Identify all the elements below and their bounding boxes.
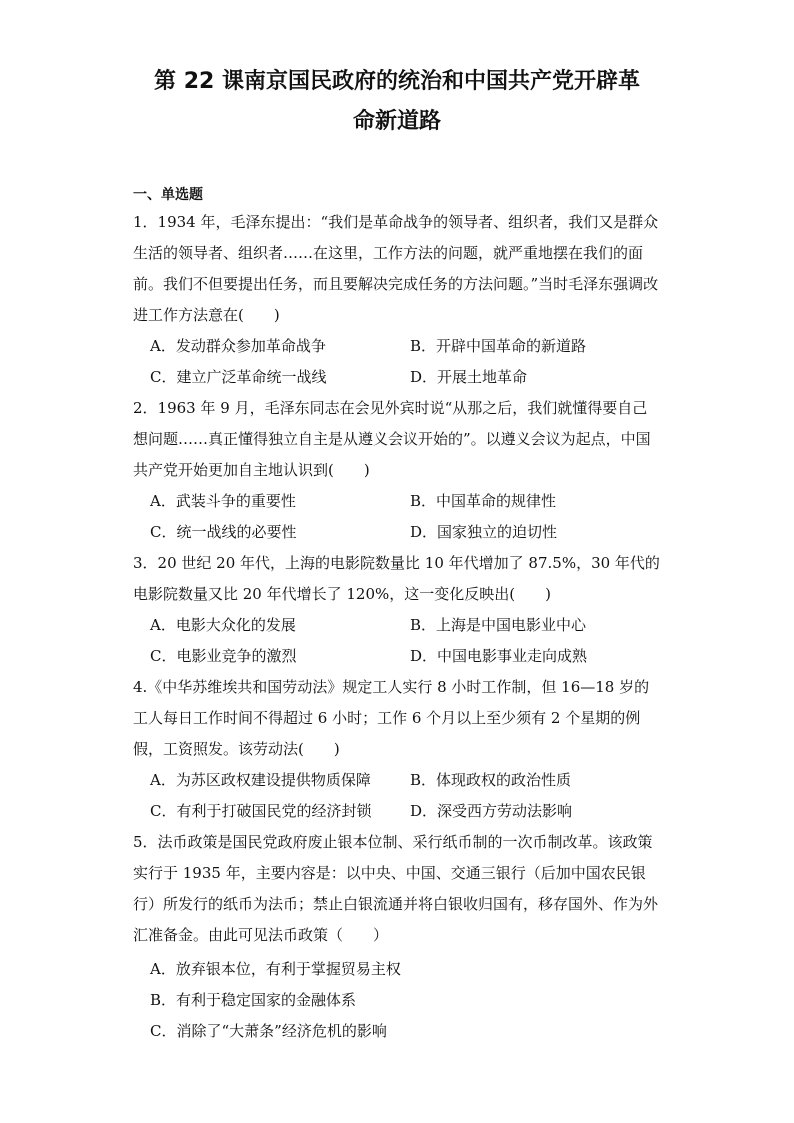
question-4-stem: 4.《中华苏维埃共和国劳动法》规定工人实行 8 小时工作制，但 16—18 岁的工人每日工作时间不得超过 6 小时；工作 6 个月以上至少须有 2 个星期的例假，工资照发。该劳动法( ) bbox=[133, 678, 650, 758]
question-4-option-d: D．深受西方劳动法影响 bbox=[410, 802, 573, 820]
question-5-option-b: B．有利于稳定国家的金融体系 bbox=[150, 991, 357, 1009]
question-2-option-b: B．中国革命的规律性 bbox=[410, 492, 557, 510]
question-1-option-d: D．开展土地革命 bbox=[410, 368, 528, 386]
question-2-option-d: D．国家独立的迫切性 bbox=[410, 523, 558, 541]
question-5-stem: 5．法币政策是国民党政府废止银本位制、采行纸币制的一次币制改革。该政策实行于 1935 年，主要内容是：以中央、中国、交通三银行（后加中国农民银行）所发行的纸币为法币；禁止白银流通并将白银收归国有，移存国外、作为外汇准备金。由此可见法币政策（ ） bbox=[133, 833, 659, 944]
title-line-2: 命新道路 bbox=[352, 109, 441, 134]
question-3-option-a: A．电影大众化的发展 bbox=[150, 616, 296, 634]
title-line-1: 第 22 课南京国民政府的统治和中国共产党开辟革 bbox=[154, 69, 640, 94]
question-4-option-a: A．为苏区政权建设提供物质保障 bbox=[150, 771, 371, 789]
question-5-option-a: A．放弃银本位，有利于掌握贸易主权 bbox=[150, 960, 401, 978]
question-3-option-c: C．电影业竞争的激烈 bbox=[150, 647, 297, 665]
question-4-option-b: B．体现政权的政治性质 bbox=[410, 771, 572, 789]
question-1-option-a: A．发动群众参加革命战争 bbox=[150, 337, 326, 355]
question-2-stem: 2．1963 年 9 月，毛泽东同志在会见外宾时说“从那之后，我们就懂得要自己想问题……真正懂得独立自主是从遵义会议开始的”。以遵义会议为起点，中国共产党开始更加自主地认识到( ) bbox=[133, 399, 651, 479]
question-2-option-a: A．武装斗争的重要性 bbox=[150, 492, 296, 510]
question-1-option-b: B．开辟中国革命的新道路 bbox=[410, 337, 587, 355]
question-3-option-d: D．中国电影事业走向成熟 bbox=[410, 647, 588, 665]
question-2-option-c: C．统一战线的必要性 bbox=[150, 523, 297, 541]
question-1-option-c: C．建立广泛革命统一战线 bbox=[150, 368, 327, 386]
question-3-option-b: B．上海是中国电影业中心 bbox=[410, 616, 587, 634]
question-1-stem: 1．1934 年，毛泽东提出：“我们是革命战争的领导者、组织者，我们又是群众生活的领导者、组织者……在这里，工作方法的问题，就严重地摆在我们的面前。我们不但要提出任务，而且要解决完成任务的方法问题。”当时毛泽东强调改进工作方法意在( ) bbox=[133, 213, 659, 324]
section-heading: 一、单选题 bbox=[133, 187, 203, 203]
question-3-stem: 3．20 世纪 20 年代，上海的电影院数量比 10 年代增加了 87.5%，30 年代的电影院数量又比 20 年代增长了 120%，这一变化反映出( ) bbox=[133, 554, 660, 603]
question-4-option-c: C．有利于打破国民党的经济封锁 bbox=[150, 802, 372, 820]
question-5-option-c: C．消除了“大萧条”经济危机的影响 bbox=[150, 1022, 387, 1040]
page-title bbox=[100, 62, 694, 142]
